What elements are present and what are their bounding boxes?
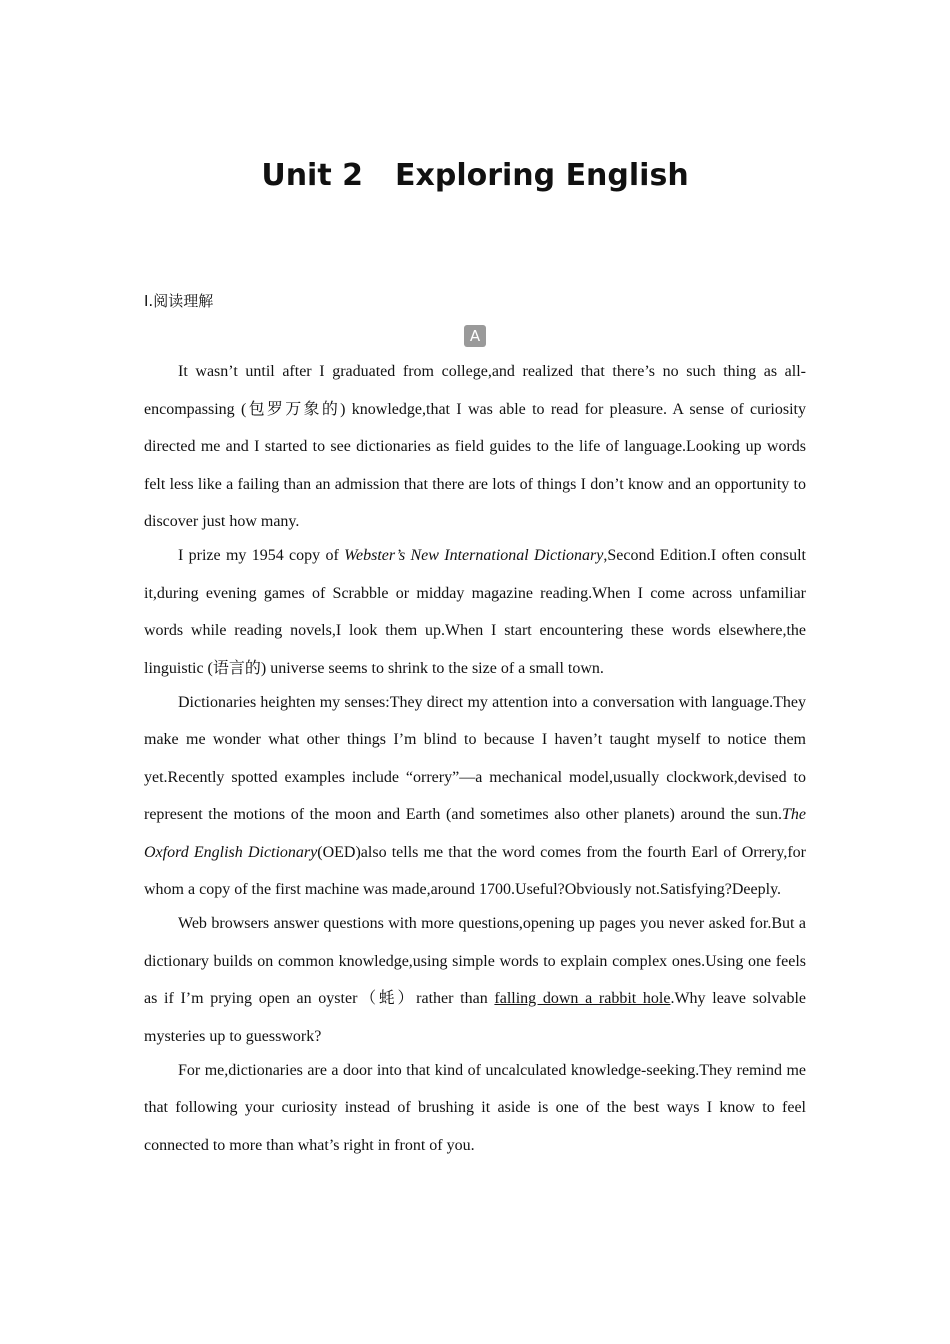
unit-number: Unit 2 [261,158,363,193]
dictionary-title-webster: Webster’s New International Dictionary [344,547,604,564]
paragraph-4 [144,905,806,1055]
paragraph-4-text-before: Web browsers answer questions with more questions,opening up pages you never asked for.But a dictionary builds on common knowledge,using simple words to explain complex ones.Using one feels as if I’m prying open an oyster（蚝）rather than [144,915,806,1007]
unit-topic: Exploring English [395,158,689,193]
paragraph-3-text-before: Dictionaries heighten my senses:They direct my attention into a conversation with language.They make me wonder what other things I’m blind to because I haven’t taught myself to notice them yet.Recently spotted examples include “orrery”—a mechanical model,usually clockwork,devised to represent the motions of the moon and Earth (and sometimes also other planets) around the sun. [144,693,806,823]
paragraph-3 [144,684,806,909]
paragraph-2 [144,537,806,687]
paragraph-1: It wasn’t until after I graduated from college,and realized that there’s no such thing as all-encompassing (包罗万象的) knowledge,that I was able to read for pleasure. A sense of curiosity directed me and I started to see dictionaries as field guides to the life of language.Looking up words felt less like a failing than an admission that there are lots of things I don’t know and an opportunity to discover just how many. [144,363,806,530]
dictionary-title-oxford: The Oxford English Dictionary [144,806,806,861]
paragraph-3-text-after: (OED)also tells me that the word comes from the fourth Earl of Orrery,for whom a copy of the first machine was made,around 1700.Useful?Obviously not.Satisfying?Deeply. [144,843,806,898]
paragraph-2-text-after: ,Second Edition.I often consult it,during evening games of Scrabble or midday magazine reading.When I come across unfamiliar words while reading novels,I look them up.When I start encountering these words elsewhere,the linguistic (语言的) universe seems to shrink to the size of a small town. [144,547,806,677]
paragraph-4-text-after: .Why leave solvable mysteries up to guesswork? [144,990,807,1045]
section-heading: Ⅰ.阅读理解 [144,292,214,310]
unit-title [0,154,950,198]
passage-label-badge: A [464,325,486,347]
paragraph-5: For me,dictionaries are a door into that kind of uncalculated knowledge-seeking.They remind me that following your curiosity instead of brushing it aside is one of the best ways I know to feel connected to more than what’s right in front of you. [144,1061,806,1154]
paragraph-2-text-before: I prize my 1954 copy of [178,547,345,564]
reading-passage [144,353,806,1161]
underlined-phrase: falling down a rabbit hole [494,990,671,1007]
